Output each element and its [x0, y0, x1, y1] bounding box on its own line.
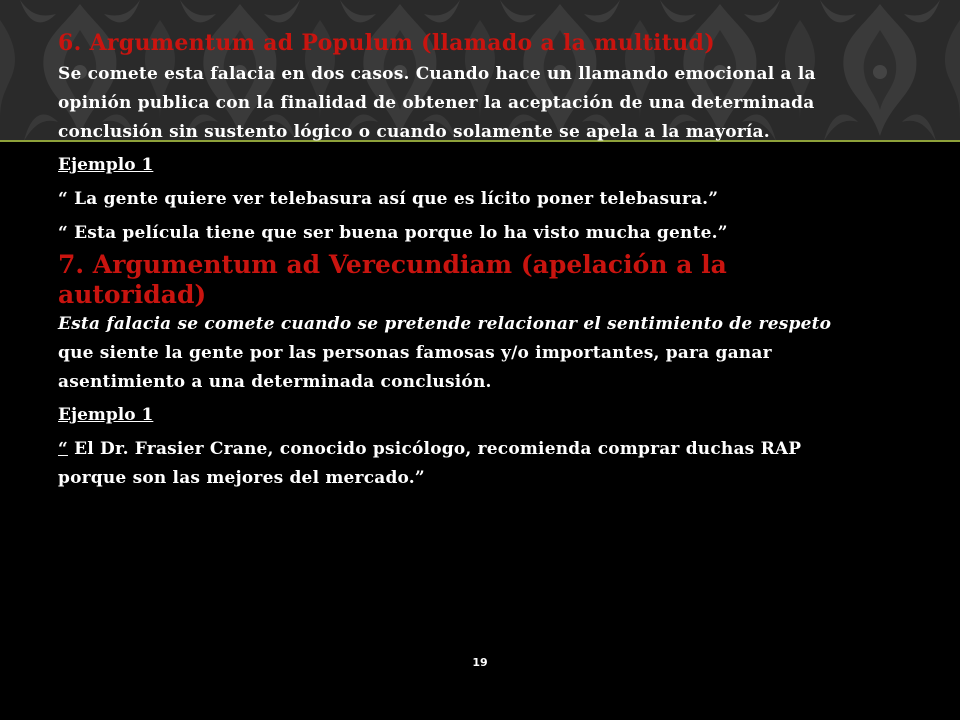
section7-description-rest: que siente la gente por las personas famosas y/o importantes, para ganar asentimiento a una determinada conclusión.	[58, 343, 772, 393]
section6-quote-1: “ La gente quiere ver telebasura así que es lícito poner telebasura.”	[58, 189, 719, 210]
section7-quote-text: El Dr. Frasier Crane, conocido psicólogo, recomienda comprar duchas RAP porque son las mejores del mercado.”	[58, 439, 802, 489]
section7-heading: 7. Argumentum ad Verecundiam (apelación a la autoridad)	[58, 250, 727, 310]
section7-description-italic: Esta falacia se comete cuando se pretende relacionar el sentimiento de respeto	[58, 314, 832, 335]
section6-quote-2: “ Esta película tiene que ser buena porque lo ha visto mucha gente.”	[58, 223, 728, 244]
section7-quote	[58, 435, 858, 493]
section7-description	[58, 310, 858, 397]
slide-content	[58, 30, 858, 493]
section6-example-label: Ejemplo 1	[58, 155, 154, 176]
page-number: 19	[472, 656, 488, 669]
section6-heading: 6. Argumentum ad Populum (llamado a la multitud)	[58, 30, 715, 56]
section7-quote-mark: “	[58, 439, 68, 460]
section6-description: Se comete esta falacia en dos casos. Cuando hace un llamando emocional a la opinión publica con la finalidad de obtener la aceptación de una determinada conclusión sin sustento lógico o cuando solamente se apela a la mayoría.	[58, 64, 816, 143]
section7-example-label: Ejemplo 1	[58, 405, 154, 426]
